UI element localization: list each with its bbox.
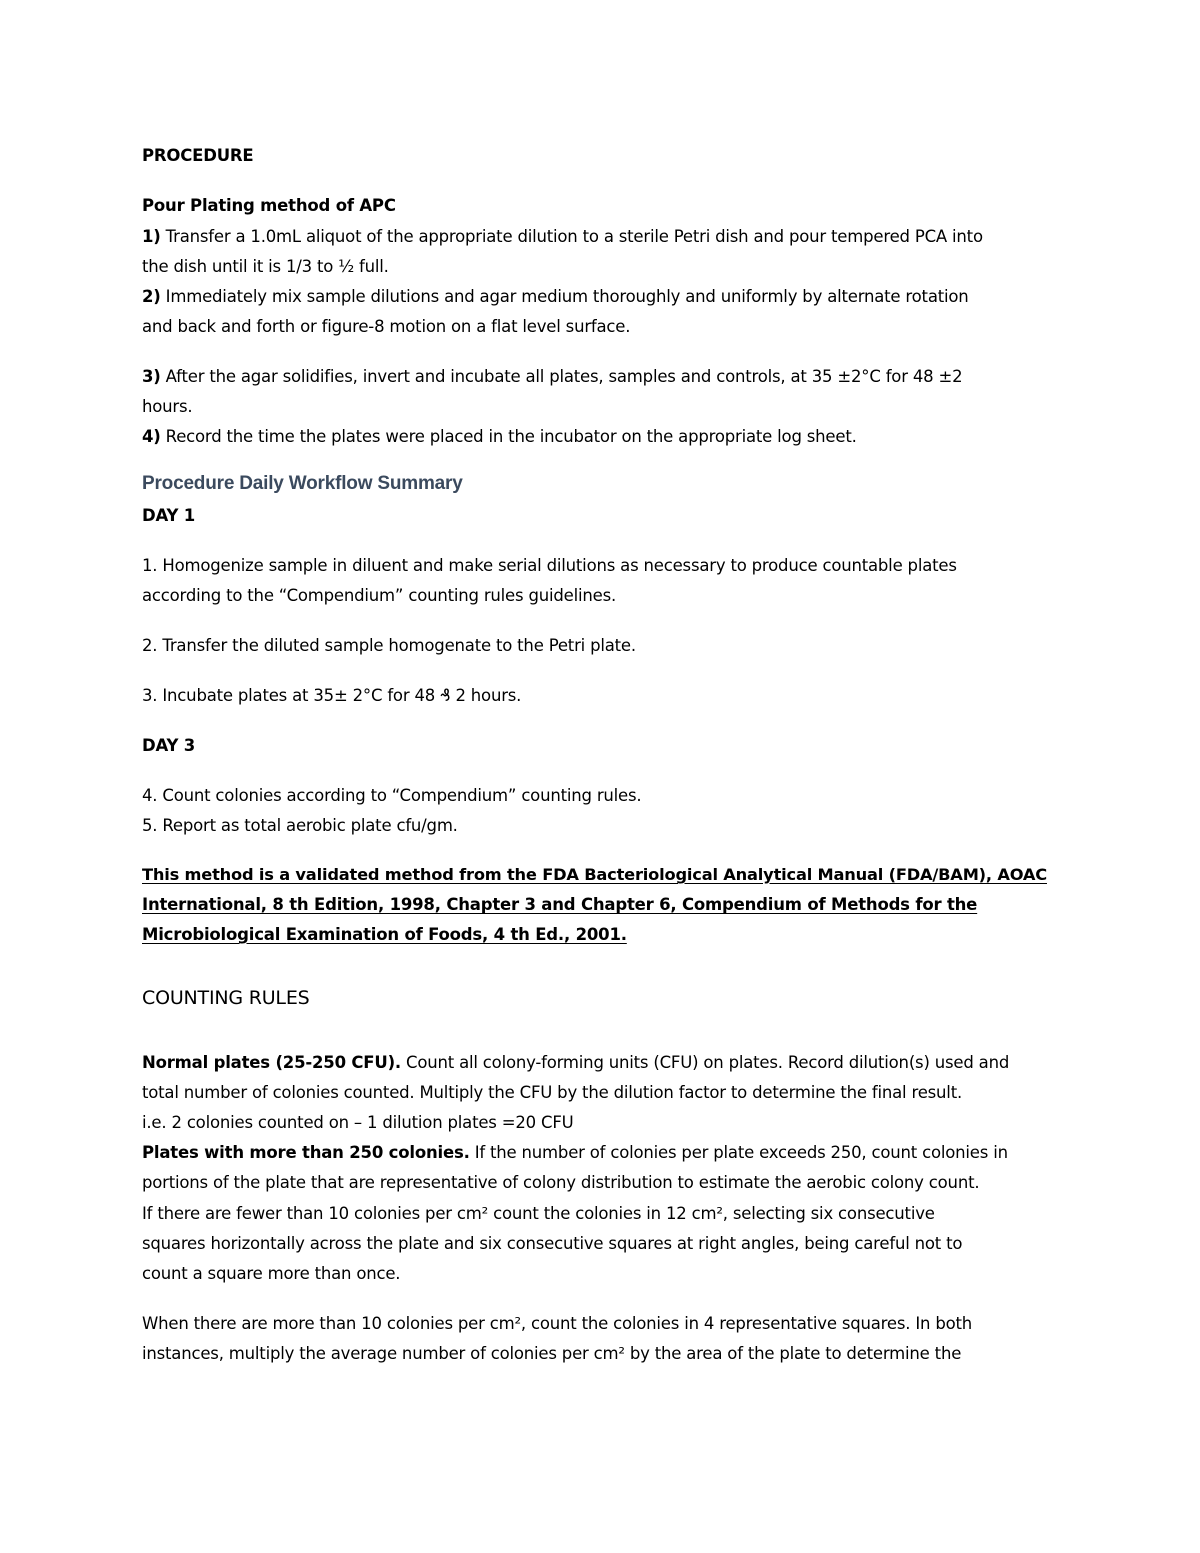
step-4-line-1: [142, 426, 857, 448]
workflow-item-3: 3. Incubate plates at 35± 2°C for 48 ₰ 2 hours.: [142, 686, 522, 705]
more-250-line-3: If there are fewer than 10 colonies per cm² count the colonies in 12 cm², selecting six consecutive: [142, 1204, 935, 1223]
step-3-text: After the agar solidifies, invert and incubate all plates, samples and controls, at 35 ±2°C for 48 ±2: [160, 367, 963, 386]
step-4-text: Record the time the plates were placed in the incubator on the appropriate log sheet.: [160, 427, 857, 446]
day-3-label: DAY 3: [142, 736, 196, 755]
workflow-item-1-line-2: according to the “Compendium” counting rules guidelines.: [142, 586, 617, 605]
more-10-line-2: instances, multiply the average number of colonies per cm² by the area of the plate to determine the: [142, 1344, 962, 1363]
workflow-heading: Procedure Daily Workflow Summary: [142, 473, 463, 494]
step-2-text: Immediately mix sample dilutions and agar medium thoroughly and uniformly by alternate rotation: [160, 287, 969, 306]
workflow-item-5: 5. Report as total aerobic plate cfu/gm.: [142, 816, 458, 835]
normal-plates-line-3: i.e. 2 colonies counted on – 1 dilution plates =20 CFU: [142, 1113, 574, 1132]
normal-plates-line-1: [142, 1052, 1009, 1074]
step-2-number: 2): [142, 287, 161, 306]
workflow-item-2: 2. Transfer the diluted sample homogenate to the Petri plate.: [142, 636, 636, 655]
normal-plates-label: Normal plates (25-250 CFU).: [142, 1053, 401, 1072]
step-1-number: 1): [142, 227, 161, 246]
counting-rules-heading: COUNTING RULES: [142, 987, 310, 1009]
more-10-line-1: When there are more than 10 colonies per cm², count the colonies in 4 representative squares. In both: [142, 1314, 973, 1333]
workflow-item-1-line-1: 1. Homogenize sample in diluent and make serial dilutions as necessary to produce countable plates: [142, 556, 957, 575]
step-2-line-2: and back and forth or figure-8 motion on a flat level surface.: [142, 317, 631, 336]
step-3-line-1: [142, 366, 962, 388]
validation-line-1: This method is a validated method from the FDA Bacteriological Analytical Manual (FDA/BAM), AOAC: [142, 865, 1047, 884]
step-1-line-2: the dish until it is 1/3 to ½ full.: [142, 257, 389, 276]
step-3-number: 3): [142, 367, 161, 386]
validation-line-3: Microbiological Examination of Foods, 4 th Ed., 2001.: [142, 925, 627, 944]
step-4-number: 4): [142, 427, 161, 446]
more-250-label: Plates with more than 250 colonies.: [142, 1143, 470, 1162]
step-2-line-1: [142, 286, 969, 308]
step-1-text: Transfer a 1.0mL aliquot of the appropriate dilution to a sterile Petri dish and pour tempered PCA into: [160, 227, 983, 246]
workflow-item-4: 4. Count colonies according to “Compendium” counting rules.: [142, 786, 642, 805]
more-250-text: If the number of colonies per plate exceeds 250, count colonies in: [469, 1143, 1008, 1162]
normal-plates-line-2: total number of colonies counted. Multiply the CFU by the dilution factor to determine the final result.: [142, 1083, 963, 1102]
more-250-line-4: squares horizontally across the plate and six consecutive squares at right angles, being careful not to: [142, 1234, 963, 1253]
normal-plates-text: Count all colony-forming units (CFU) on plates. Record dilution(s) used and: [400, 1053, 1010, 1072]
step-1-line-1: [142, 226, 983, 248]
more-250-line-5: count a square more than once.: [142, 1264, 401, 1283]
more-250-line-2: portions of the plate that are representative of colony distribution to estimate the aerobic colony count.: [142, 1173, 980, 1192]
procedure-heading: PROCEDURE: [142, 146, 254, 165]
pour-plating-subheading: Pour Plating method of APC: [142, 196, 396, 215]
step-3-line-2: hours.: [142, 397, 193, 416]
validation-line-2: International, 8 th Edition, 1998, Chapter 3 and Chapter 6, Compendium of Methods for the: [142, 895, 978, 914]
more-250-line-1: [142, 1142, 1008, 1164]
day-1-label: DAY 1: [142, 506, 196, 525]
